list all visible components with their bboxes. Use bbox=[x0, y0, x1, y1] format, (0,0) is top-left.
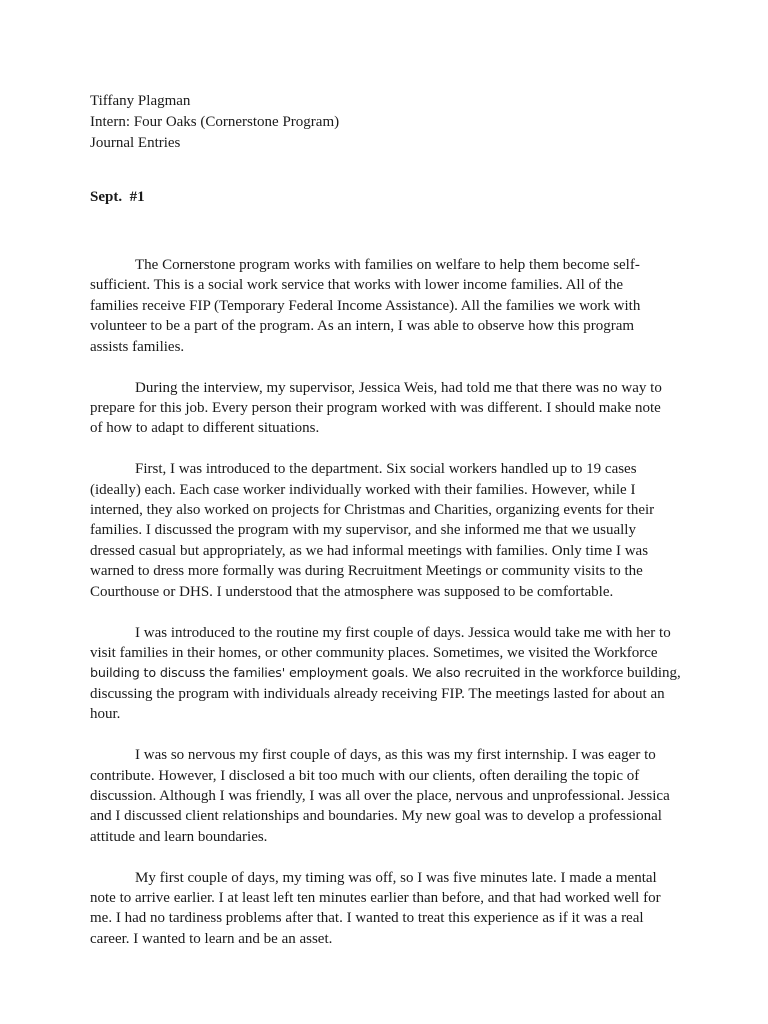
text-line: families receive FIP (Temporary Federal Income Assistance). All the families we work with bbox=[90, 297, 641, 314]
text-line: During the interview, my supervisor, Jessica Weis, had told me that there was no way to bbox=[135, 379, 662, 396]
text-line: volunteer to be a part of the program. As an intern, I was able to observe how this program bbox=[90, 318, 635, 335]
text-line: families. I discussed the program with my supervisor, and she informed me that we usually bbox=[90, 522, 636, 539]
text-line: discussion. Although I was friendly, I was all over the place, nervous and unprofessional. Jessica bbox=[90, 787, 670, 804]
text-line: prepare for this job. Every person their program worked with was different. I should make note bbox=[90, 399, 661, 416]
document-header bbox=[90, 91, 339, 154]
text-line-mixed-font bbox=[90, 663, 681, 683]
paragraph-6 bbox=[90, 868, 670, 950]
text-line: discussing the program with individuals already receiving FIP. The meetings lasted for about an bbox=[90, 685, 665, 702]
text-line: Courthouse or DHS. I understood that the atmosphere was supposed to be comfortable. bbox=[90, 583, 614, 600]
paragraph-1 bbox=[90, 255, 670, 357]
text-line: (ideally) each. Each case worker individually worked with their families. However, while I bbox=[90, 481, 636, 498]
text-line: hour. bbox=[90, 706, 121, 723]
author-name: Tiffany Plagman bbox=[90, 93, 191, 109]
text-line: assists families. bbox=[90, 338, 185, 355]
alt-font-text: building to discuss the families' employment goals. We also recruited bbox=[90, 665, 521, 681]
text-tail: in the workforce building, bbox=[520, 665, 681, 682]
text-line: I was introduced to the routine my first couple of days. Jessica would take me with her to bbox=[135, 624, 671, 641]
journal-body bbox=[90, 255, 681, 970]
text-line: contribute. However, I disclosed a bit too much with our clients, often derailing the topic of bbox=[90, 767, 640, 784]
paragraph-4 bbox=[90, 623, 681, 725]
text-line: warned to dress more formally was during Recruitment Meetings or community visits to the bbox=[90, 563, 643, 580]
paragraph-5 bbox=[90, 745, 670, 847]
text-line: visit families in their homes, or other community places. Sometimes, we visited the Workforce bbox=[90, 645, 658, 661]
paragraph-2 bbox=[90, 378, 670, 439]
text-line: of how to adapt to different situations. bbox=[90, 420, 320, 437]
text-line: The Cornerstone program works with families on welfare to help them become self- bbox=[135, 257, 640, 273]
text-line: attitude and learn boundaries. bbox=[90, 828, 268, 845]
text-line: career. I wanted to learn and be an asset. bbox=[90, 930, 333, 947]
text-line: and I discussed client relationships and boundaries. My new goal was to develop a professional bbox=[90, 808, 662, 825]
text-line: me. I had no tardiness problems after that. I wanted to treat this experience as if it was a real bbox=[90, 910, 644, 927]
text-line: dressed casual but appropriately, as we had informal meetings with families. Only time I was bbox=[90, 542, 649, 559]
paragraph-3 bbox=[90, 459, 670, 602]
text-line: sufficient. This is a social work service that works with lower income families. All of the bbox=[90, 277, 624, 294]
text-line: note to arrive earlier. I at least left ten minutes earlier than before, and that had worked well for bbox=[90, 890, 661, 907]
text-line: I was so nervous my first couple of days, as this was my first internship. I was eager to bbox=[135, 747, 656, 764]
entry-title: Sept. #1 bbox=[90, 189, 145, 205]
text-line: First, I was introduced to the department. Six social workers handled up to 19 cases bbox=[135, 461, 637, 478]
intern-role: Intern: Four Oaks (Cornerstone Program) bbox=[90, 114, 340, 130]
text-line: My first couple of days, my timing was off, so I was five minutes late. I made a mental bbox=[135, 869, 657, 886]
text-line: interned, they also worked on projects for Christmas and Charities, organizing events for their bbox=[90, 502, 655, 519]
document-type: Journal Entries bbox=[90, 135, 181, 151]
